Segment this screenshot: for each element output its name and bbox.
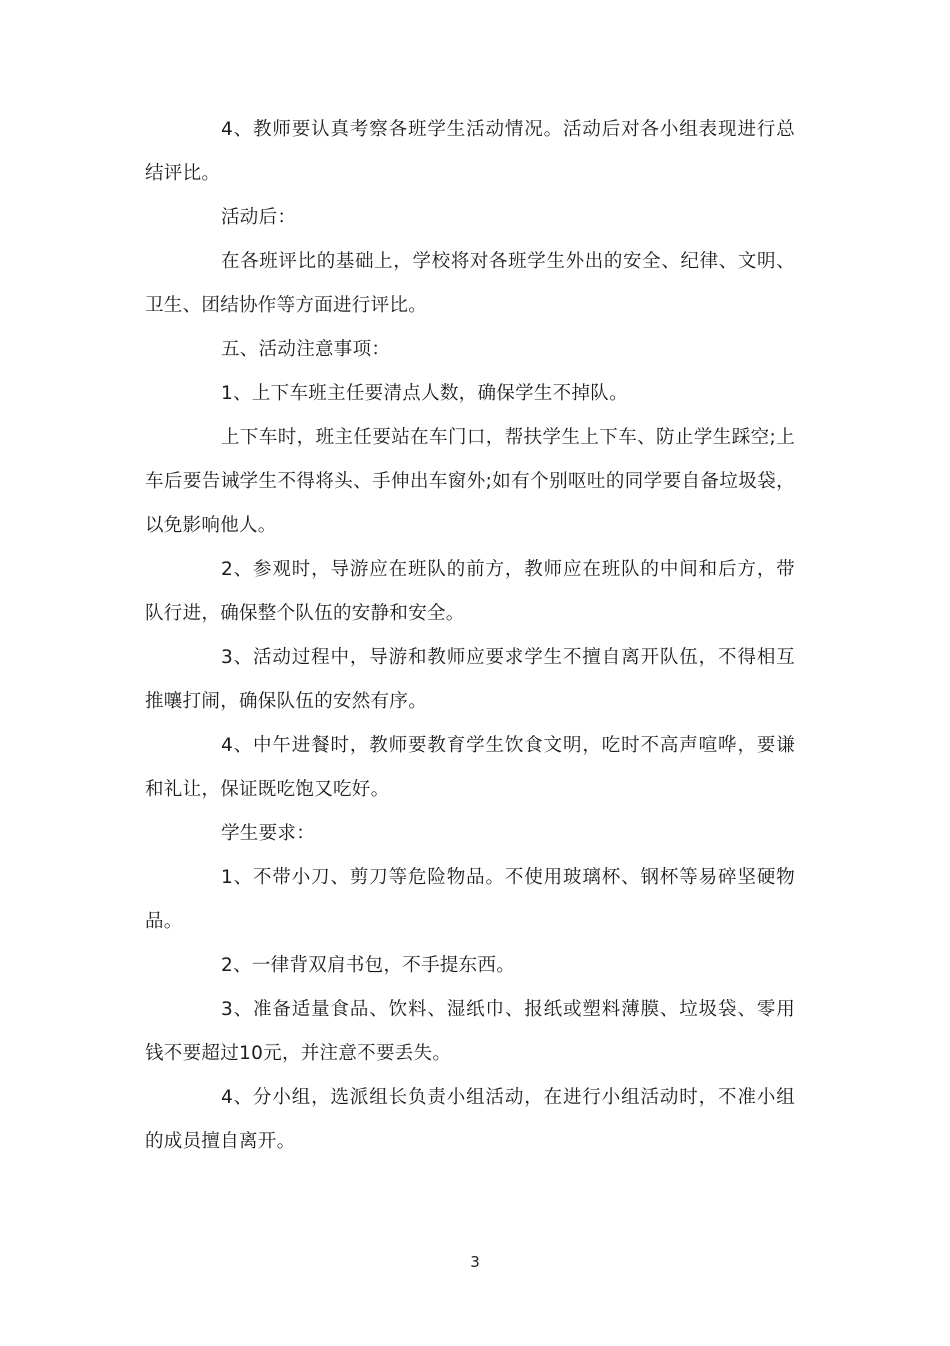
- paragraph-groups: 4、分小组，选派组长负责小组活动，在进行小组活动时，不准小组的成员擅自离开。: [145, 1087, 795, 1152]
- paragraph-after-activity-heading: 活动后：: [221, 207, 297, 228]
- document-body: [145, 108, 795, 1164]
- paragraph-teacher-evaluation: 4、教师要认真考察各班学生活动情况。活动后对各小组表现进行总结评比。: [145, 119, 795, 184]
- paragraph-visit-guide: 2、参观时，导游应在班队的前方，教师应在班队的中间和后方，带队行进，确保整个队伍的安静和安全。: [145, 559, 795, 624]
- paragraph-boarding-safety: 上下车时，班主任要站在车门口，帮扶学生上下车、防止学生踩空;上车后要告诫学生不得将头、手伸出车窗外;如有个别呕吐的同学要自备垃圾袋，以免影响他人。: [145, 427, 795, 536]
- paragraph-student-requirements-heading: 学生要求：: [221, 823, 316, 844]
- paragraph-backpack: 2、一律背双肩书包，不手提东西。: [221, 955, 516, 976]
- paragraph-school-evaluation: 在各班评比的基础上，学校将对各班学生外出的安全、纪律、文明、卫生、团结协作等方面进行评比。: [145, 251, 795, 316]
- paragraph-lunch-manners: 4、中午进餐时，教师要教育学生饮食文明，吃时不高声喧哗，要谦和礼让，保证既吃饱又吃好。: [145, 735, 795, 800]
- paragraph-supplies: 3、准备适量食品、饮料、湿纸巾、报纸或塑料薄膜、垃圾袋、零用钱不要超过10元，并注意不要丢失。: [145, 999, 795, 1064]
- page-number: 3: [470, 1253, 480, 1271]
- paragraph-headcount: 1、上下车班主任要清点人数，确保学生不掉队。: [221, 383, 628, 404]
- paragraph-no-dangerous-items: 1、不带小刀、剪刀等危险物品。不使用玻璃杯、钢杯等易碎坚硬物品。: [145, 867, 795, 932]
- paragraph-activity-order: 3、活动过程中，导游和教师应要求学生不擅自离开队伍，不得相互推嚷打闹，确保队伍的安然有序。: [145, 647, 795, 712]
- section-heading-precautions: 五、活动注意事项：: [221, 339, 391, 360]
